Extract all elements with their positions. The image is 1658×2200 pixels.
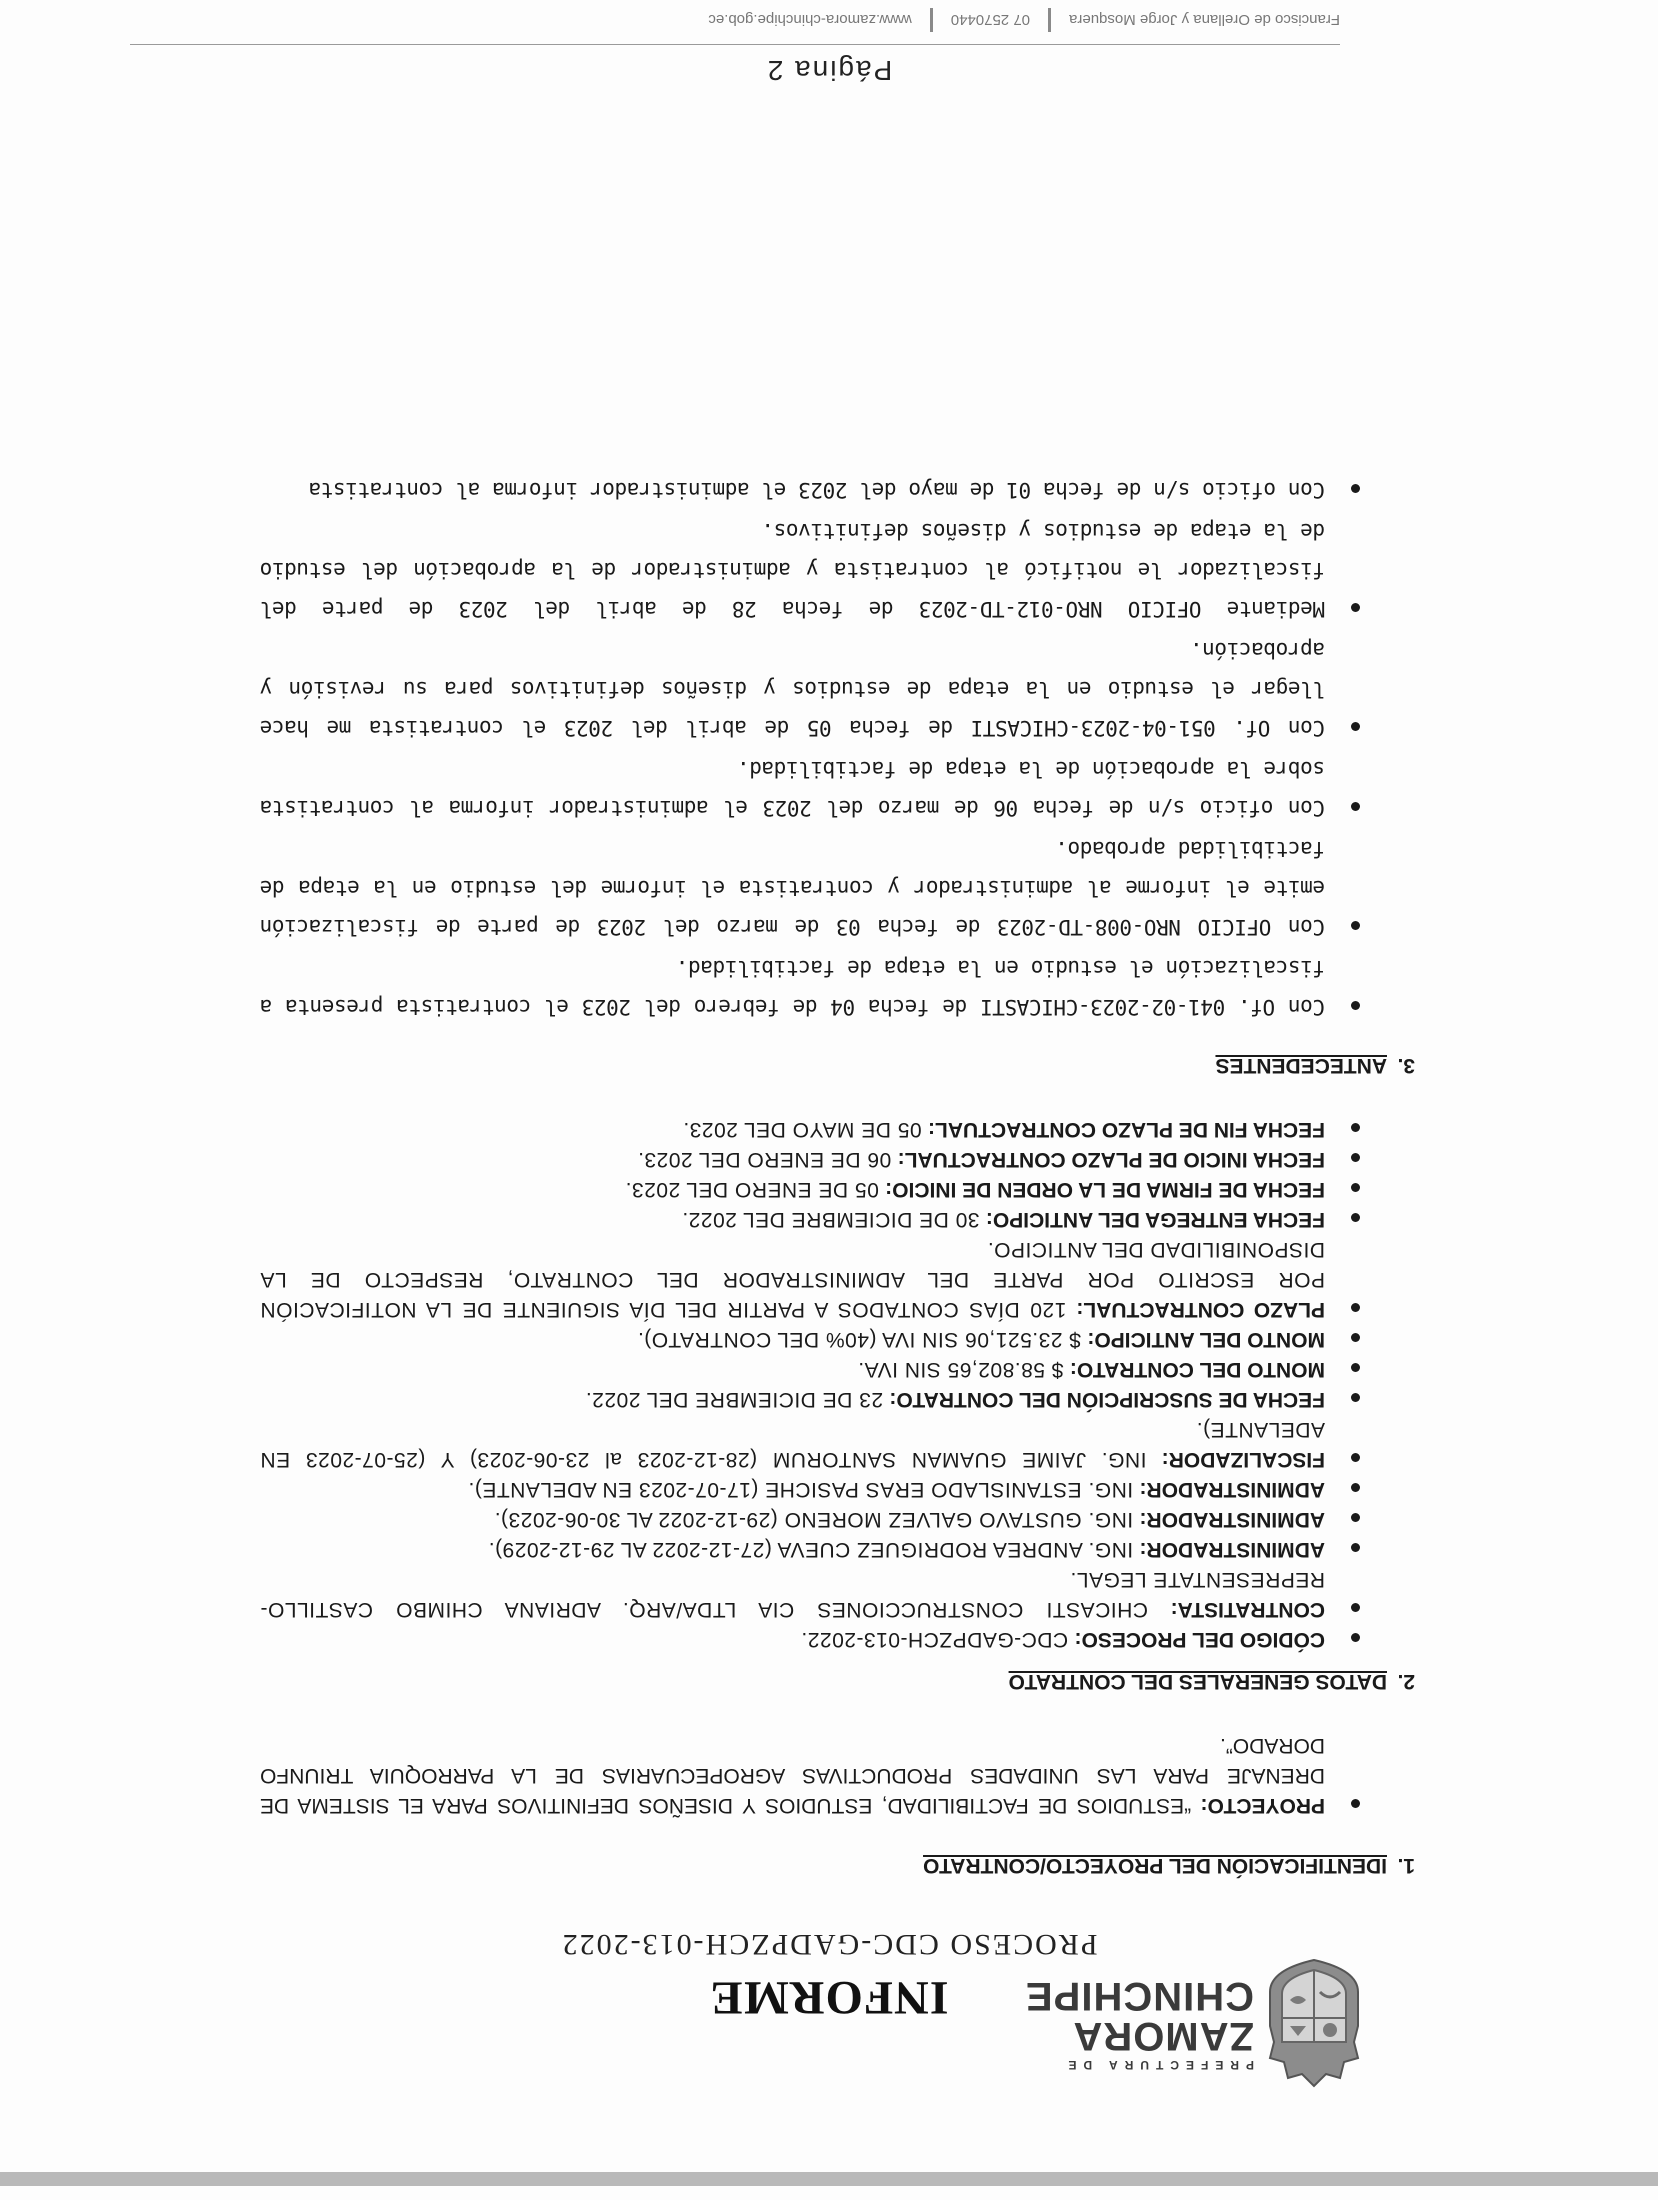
item-text: 06 DE ENERO DEL 2023. [637,1148,898,1171]
section-heading [260,1850,1415,1880]
item-label: CONTRATISTA: [1170,1598,1325,1621]
bullet-icon [1351,1453,1360,1462]
bullet-icon [1351,1123,1360,1132]
list-item [260,948,1415,1026]
item-label: PROYECTO: [1200,1794,1325,1817]
item-text: ING. ESTANISLADO ERAS PASICHE (17-07-2023 EN ADELANTE). [468,1478,1140,1501]
item-label: MONTO DEL CONTRATO: [1069,1358,1325,1381]
section-heading [260,1666,1415,1696]
list-item [260,1414,1415,1474]
footer-phone: 07 2570440 [950,11,1031,29]
item-text: Con Of. 041-02-2023-CHICASTI de fecha 04 de febrero del 2023 el contratista presenta a fiscalización el estudio en la etapa de factibilidad. [260,956,1325,1019]
list-item [260,829,1415,946]
list-item [260,1354,1415,1384]
page-number: Página 2 [765,55,893,86]
bullet-icon [1351,1303,1360,1312]
section-title: IDENTIFICACIÓN DEL PROYECTO/CONTRATO [923,1854,1387,1877]
item-label: ADMINISTRADOR: [1139,1478,1325,1501]
list-item [260,1174,1415,1204]
list-item [260,511,1415,628]
bullet-icon [1351,1001,1360,1010]
footer-divider [130,44,1340,45]
footer-separator [1048,8,1051,32]
item-text: Mediante OFICIO NRO-012-TD-2023 de fecha 28 de abril del 2023 de parte del fiscalizador le notificó al contratista y administrador de la aprobación del estudio de la etapa de estudios y diseños definitivos. [260,519,1325,621]
bullet-icon [1351,802,1360,811]
list-item [260,1114,1415,1144]
bullet-icon [1351,1153,1360,1162]
item-label: FECHA DE SUSCRIPCIÓN DEL CONTRATO: [889,1388,1325,1411]
item-label: FECHA FIN DE PLAZO CONTRACTUAL: [927,1118,1325,1141]
item-text: $ 23.521,06 SIN IVA (40% DEL CONTRATO). [637,1328,1088,1351]
section-identification [260,1730,1415,1880]
brand-line-2: CHINCHIPE [1024,1974,1254,2018]
bullet-icon [1351,1333,1360,1342]
section-general-data [260,1114,1415,1696]
section-title: ANTECEDENTES [1215,1054,1387,1077]
item-label: MONTO DEL ANTICIPO: [1087,1328,1325,1351]
item-text: 30 DE DICIEMBRE DEL 2022. [681,1208,986,1231]
item-label: FISCALIZADOR: [1161,1448,1325,1471]
section-number: 3. [1397,1054,1415,1077]
document-title: INFORME [709,1971,949,2024]
bullet-icon [1351,1363,1360,1372]
document-body [260,468,1415,1880]
list-item [260,749,1415,827]
brand-line-1: ZAMORA [1072,2014,1254,2058]
item-label: PLAZO CONTRACTUAL: [1076,1298,1325,1321]
item-text: ING. ANDREA RODRIGUEZ CUEVA (27-12-2022 AL 29-12-2029). [488,1538,1140,1561]
brand-prefix: PREFECTURA DE [1061,2058,1254,2072]
section-number: 2. [1397,1670,1415,1693]
document-subtitle: PROCESO CDC-GADPZCH-013-2022 [560,1928,1098,1961]
list-item [260,630,1415,747]
item-text: $ 58.802,65 SIN IVA. [857,1358,1070,1381]
list-item [260,1564,1415,1624]
bullet-icon [1351,1213,1360,1222]
page-footer [130,8,1340,32]
footer-address: Francisco de Orellana y Jorge Mosquera [1069,11,1340,29]
bullet-icon [1351,1513,1360,1522]
bullet-icon [1351,1603,1360,1612]
item-text: 05 DE MAYO DEL 2023. [682,1118,928,1141]
footer-website: www.zamora-chinchipe.gob.ec [708,11,912,29]
list-item [260,1324,1415,1354]
section-background [260,470,1415,1080]
bullet-icon [1351,1799,1360,1808]
bullet-icon [1351,1483,1360,1492]
list-item [260,1504,1415,1534]
bullet-icon [1351,1393,1360,1402]
list-item [260,1534,1415,1564]
item-label: FECHA INICIO DE PLAZO CONTRACTUAL: [897,1148,1325,1171]
bullet-icon [1351,1183,1360,1192]
item-text: Con OFICIO NRO-008-TD-2023 de fecha 03 de marzo del 2023 de parte de fiscalización emite el informe al administrador y contratista el informe del estudio en la etapa de factibilidad aprobado. [260,837,1325,939]
bullet-icon [1351,1633,1360,1642]
list-item [260,470,1415,509]
item-text: ING. JAIME GUAMAN SANTORUM (28-12-2023 al 23-06-2023) Y (25-07-2023 EN ADELANTE). [260,1418,1325,1471]
section-number: 1. [1397,1854,1415,1877]
item-label: ADMINISTRADOR: [1139,1538,1325,1561]
list-item [260,1204,1415,1234]
item-text: “ESTUDIOS DE FACTIBILIDAD, ESTUDIOS Y DISEÑOS DEFINITIVOS PARA EL SISTEMA DE DRENAJE PARA LAS UNIDADES PRODUCTIVAS AGROPECUARIAS DE LA PARROQUIA TRIUNFO DORADO”. [260,1734,1325,1817]
list-item [260,1730,1415,1820]
item-text: Con Of. 051-04-2023-CHICASTI de fecha 05 de abril del 2023 el contratista me hace llegar el estudio en la etapa de estudios y diseños definitivos para su revisión y aprobación. [260,638,1325,740]
item-label: FECHA ENTREGA DEL ANTICIPO: [985,1208,1325,1231]
list-item [260,1144,1415,1174]
item-text: ING. GUSTAVO GALVEZ MORENO (29-12-2022 AL 30-06-2023). [494,1508,1140,1531]
bullet-icon [1351,1543,1360,1552]
bullet-icon [1351,722,1360,731]
list-item [260,1624,1415,1654]
item-text: Con oficio s/n de fecha 01 de mayo del 2023 el administrador informa al contratista [308,478,1325,502]
item-text: 05 DE ENERO DEL 2023. [625,1178,886,1201]
bullet-list [260,1114,1415,1654]
footer-separator [930,8,933,32]
list-item [260,1234,1415,1324]
scan-edge-band [0,2172,1658,2186]
item-text: CDC-GADPZCH-013-2022. [800,1628,1075,1651]
item-text: 120 DÍAS CONTADOS A PARTIR DEL DÍA SIGUIENTE DE LA NOTIFICACIÓN POR ESCRITO POR PARTE DEL ADMINISTRADOR DEL CONTRATO, RESPECTO DE LA DISPONIBILIDAD DEL ANTICIPO. [260,1238,1325,1321]
item-label: ADMINISTRADOR: [1139,1508,1325,1531]
section-heading [260,1050,1415,1080]
item-label: FECHA DE FIRMA DE LA ORDEN DE INICIO: [885,1178,1325,1201]
bullet-icon [1351,921,1360,930]
bullet-icon [1351,603,1360,612]
item-label: CÓDIGO DEL PROCESO: [1074,1628,1325,1651]
item-text: CHICASTI CONSTRUCCIONES CIA LTDA/ARQ. ADRIANA CHIMBO CASTILLO-REPRESENTATE LEGAL. [260,1568,1325,1621]
item-text: 23 DE DICIEMBRE DEL 2022. [585,1388,890,1411]
bullet-list [260,1730,1415,1820]
bullet-icon [1351,484,1360,493]
item-text: Con oficio s/n de fecha 06 de marzo del 2023 el administrador informa al contratista sobre la aprobación de la etapa de factibilidad. [260,757,1325,820]
list-item [260,1474,1415,1504]
list-item [260,1384,1415,1414]
section-title: DATOS GENERALES DEL CONTRATO [1008,1670,1387,1693]
bullet-list [260,470,1415,1026]
